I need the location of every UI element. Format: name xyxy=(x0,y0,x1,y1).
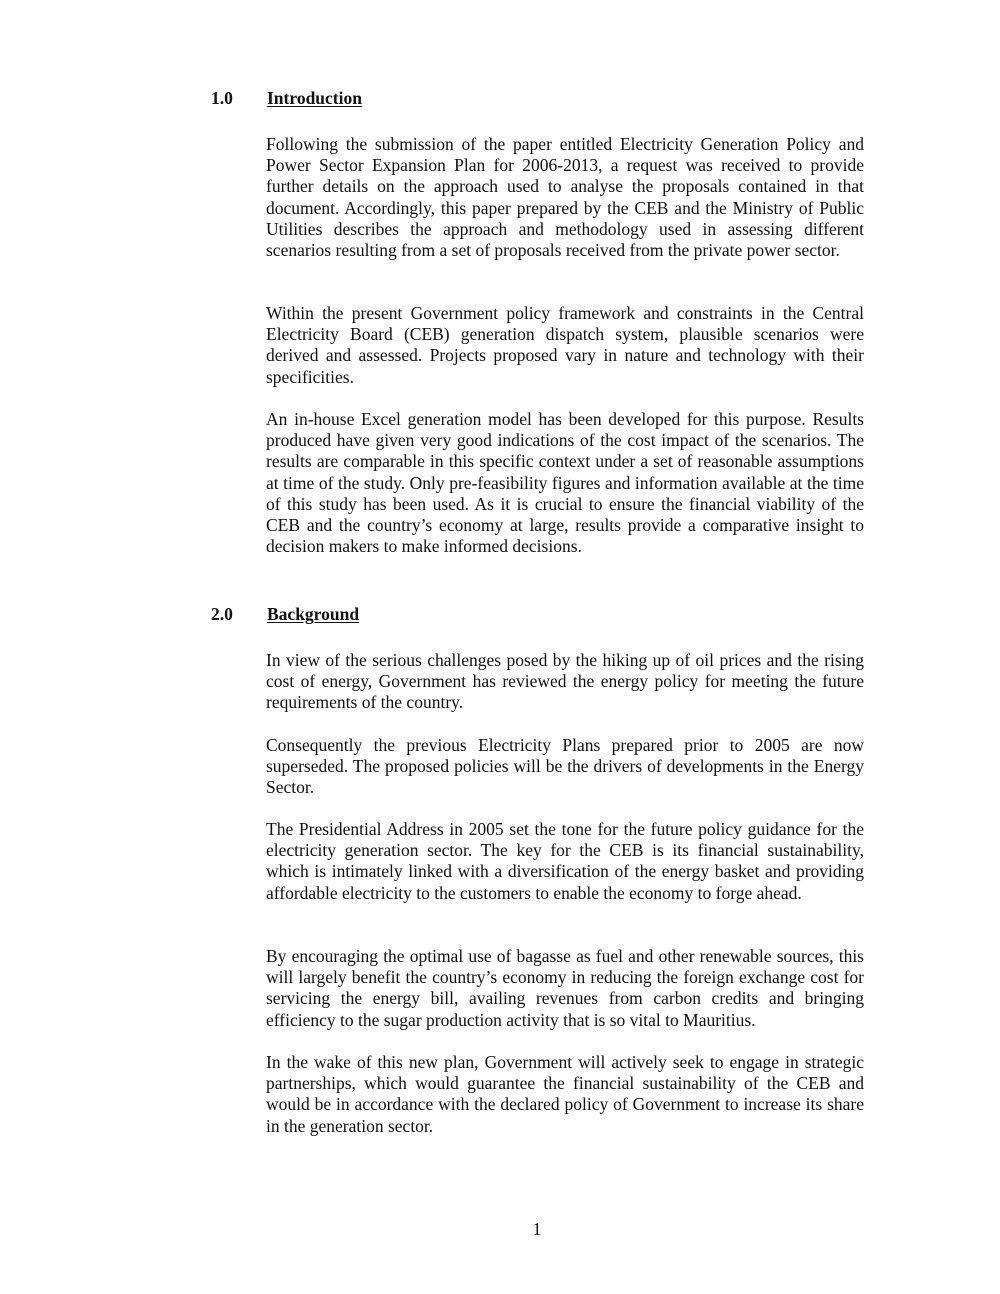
intro-paragraph-3: An in-house Excel generation model has been developed for this purpose. Results produced have given very good indications of the cost impact of the scenarios. The results are comparable in this specific context under a set of reasonable assumptions at time of the study. Only pre-feasibility figures and information available at the time of this study has been used. As it is crucial to ensure the financial viability of the CEB and the country’s economy at large, results provide a comparative insight to decision makers to make informed decisions. xyxy=(266,409,864,557)
section-title: Introduction xyxy=(267,88,362,108)
intro-paragraph-2: Within the present Government policy framework and constraints in the Central Electricity Board (CEB) generation dispatch system, plausible scenarios were derived and assessed. Projects proposed vary in nature and technology with their specificities. xyxy=(266,303,864,387)
background-paragraph-1: In view of the serious challenges posed by the hiking up of oil prices and the rising cost of energy, Government has reviewed the energy policy for meeting the future requirements of the country. xyxy=(266,650,864,713)
background-paragraph-3: The Presidential Address in 2005 set the tone for the future policy guidance for the electricity generation sector. The key for the CEB is its financial sustainability, which is intimately linked with a diversification of the energy basket and providing affordable electricity to the customers to enable the economy to forge ahead. xyxy=(266,819,864,903)
section-number: 1.0 xyxy=(211,88,233,108)
section-heading-introduction xyxy=(211,88,362,108)
background-paragraph-5: In the wake of this new plan, Government will actively seek to engage in strategic partnerships, which would guarantee the financial sustainability of the CEB and would be in accordance with the declared policy of Government to increase its share in the generation sector. xyxy=(266,1052,864,1136)
section-title: Background xyxy=(267,604,360,624)
background-paragraph-2: Consequently the previous Electricity Plans prepared prior to 2005 are now superseded. The proposed policies will be the drivers of developments in the Energy Sector. xyxy=(266,735,864,798)
section-heading-background xyxy=(211,604,359,624)
background-paragraph-4: By encouraging the optimal use of bagasse as fuel and other renewable sources, this will largely benefit the country’s economy in reducing the foreign exchange cost for servicing the energy bill, availing revenues from carbon credits and bringing efficiency to the sugar production activity that is so vital to Mauritius. xyxy=(266,946,864,1030)
intro-paragraph-1: Following the submission of the paper entitled Electricity Generation Policy and Power Sector Expansion Plan for 2006-2013, a request was received to provide further details on the approach used to analyse the proposals contained in that document. Accordingly, this paper prepared by the CEB and the Ministry of Public Utilities describes the approach and methodology used in assessing different scenarios resulting from a set of proposals received from the private power sector. xyxy=(266,134,864,261)
page-number: 1 xyxy=(532,1219,542,1239)
section-number: 2.0 xyxy=(211,604,233,624)
